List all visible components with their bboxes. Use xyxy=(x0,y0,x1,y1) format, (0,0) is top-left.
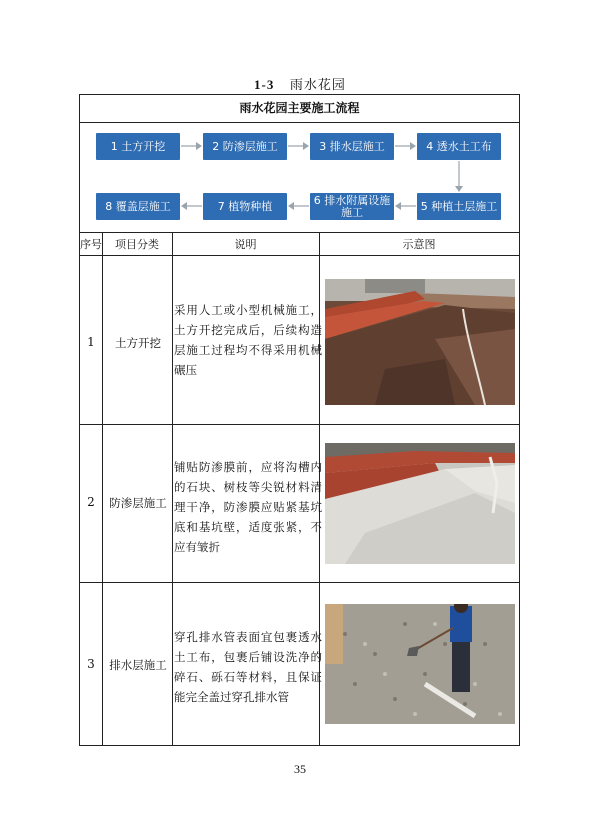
header-seq: 序号 xyxy=(80,238,102,251)
construction-table xyxy=(79,94,520,746)
row-divider xyxy=(80,424,519,425)
page-number: 35 xyxy=(294,762,306,776)
header-illustration: 示意图 xyxy=(402,238,436,251)
row-3-description: 穿孔排水管表面宜包裹透水土工布，包裹后铺设洗净的碎石、砾石等材料，且保证能完全盖过穿孔排水管 xyxy=(174,630,322,704)
header-category: 项目分类 xyxy=(115,238,159,251)
header-description: 说明 xyxy=(234,238,257,251)
flow-step-7: 7 植物种植 xyxy=(203,193,287,220)
excavation-photo xyxy=(325,279,515,405)
row-3-seq: 3 xyxy=(87,657,95,671)
arrow-right-icon xyxy=(394,140,417,152)
row-1-seq: 1 xyxy=(87,335,95,349)
row-1-description: 采用人工或小型机械施工，土方开挖完成后，后续构造层施工过程均不得采用机械碾压 xyxy=(174,303,322,377)
flow-step-2: 2 防渗层施工 xyxy=(203,133,287,160)
row-2-description: 铺贴防渗膜前，应将沟槽内的石块、树枝等尖锐材料清理干净，防渗膜应贴紧基坑底和基坑壁，适度张紧，不应有皱折 xyxy=(174,460,322,554)
flow-step-3: 3 排水层施工 xyxy=(310,133,394,160)
flow-chart xyxy=(80,123,519,232)
flow-step-8: 8 覆盖层施工 xyxy=(96,193,180,220)
flow-title: 雨水花园主要施工流程 xyxy=(80,95,519,123)
section-number: 1-3 xyxy=(254,77,275,92)
row-2-seq: 2 xyxy=(87,495,95,509)
arrow-left-icon xyxy=(394,200,417,212)
arrow-right-icon xyxy=(180,140,203,152)
arrow-down-icon xyxy=(453,160,465,193)
gravel-photo xyxy=(325,604,515,724)
section-title xyxy=(0,74,600,93)
arrow-left-icon xyxy=(180,200,203,212)
row-1-category: 土方开挖 xyxy=(115,336,161,350)
flow-step-1: 1 土方开挖 xyxy=(96,133,180,160)
row-divider xyxy=(80,582,519,583)
row-2-category: 防渗层施工 xyxy=(109,496,167,510)
row-3-category: 排水层施工 xyxy=(109,658,167,672)
membrane-photo xyxy=(325,443,515,564)
flow-step-5: 5 种植土层施工 xyxy=(417,193,501,220)
arrow-left-icon xyxy=(287,200,310,212)
flow-step-6: 6 排水附属设施施工 xyxy=(310,193,394,220)
flow-step-4: 4 透水土工布 xyxy=(417,133,501,160)
arrow-right-icon xyxy=(287,140,310,152)
section-name: 雨水花园 xyxy=(289,78,346,93)
